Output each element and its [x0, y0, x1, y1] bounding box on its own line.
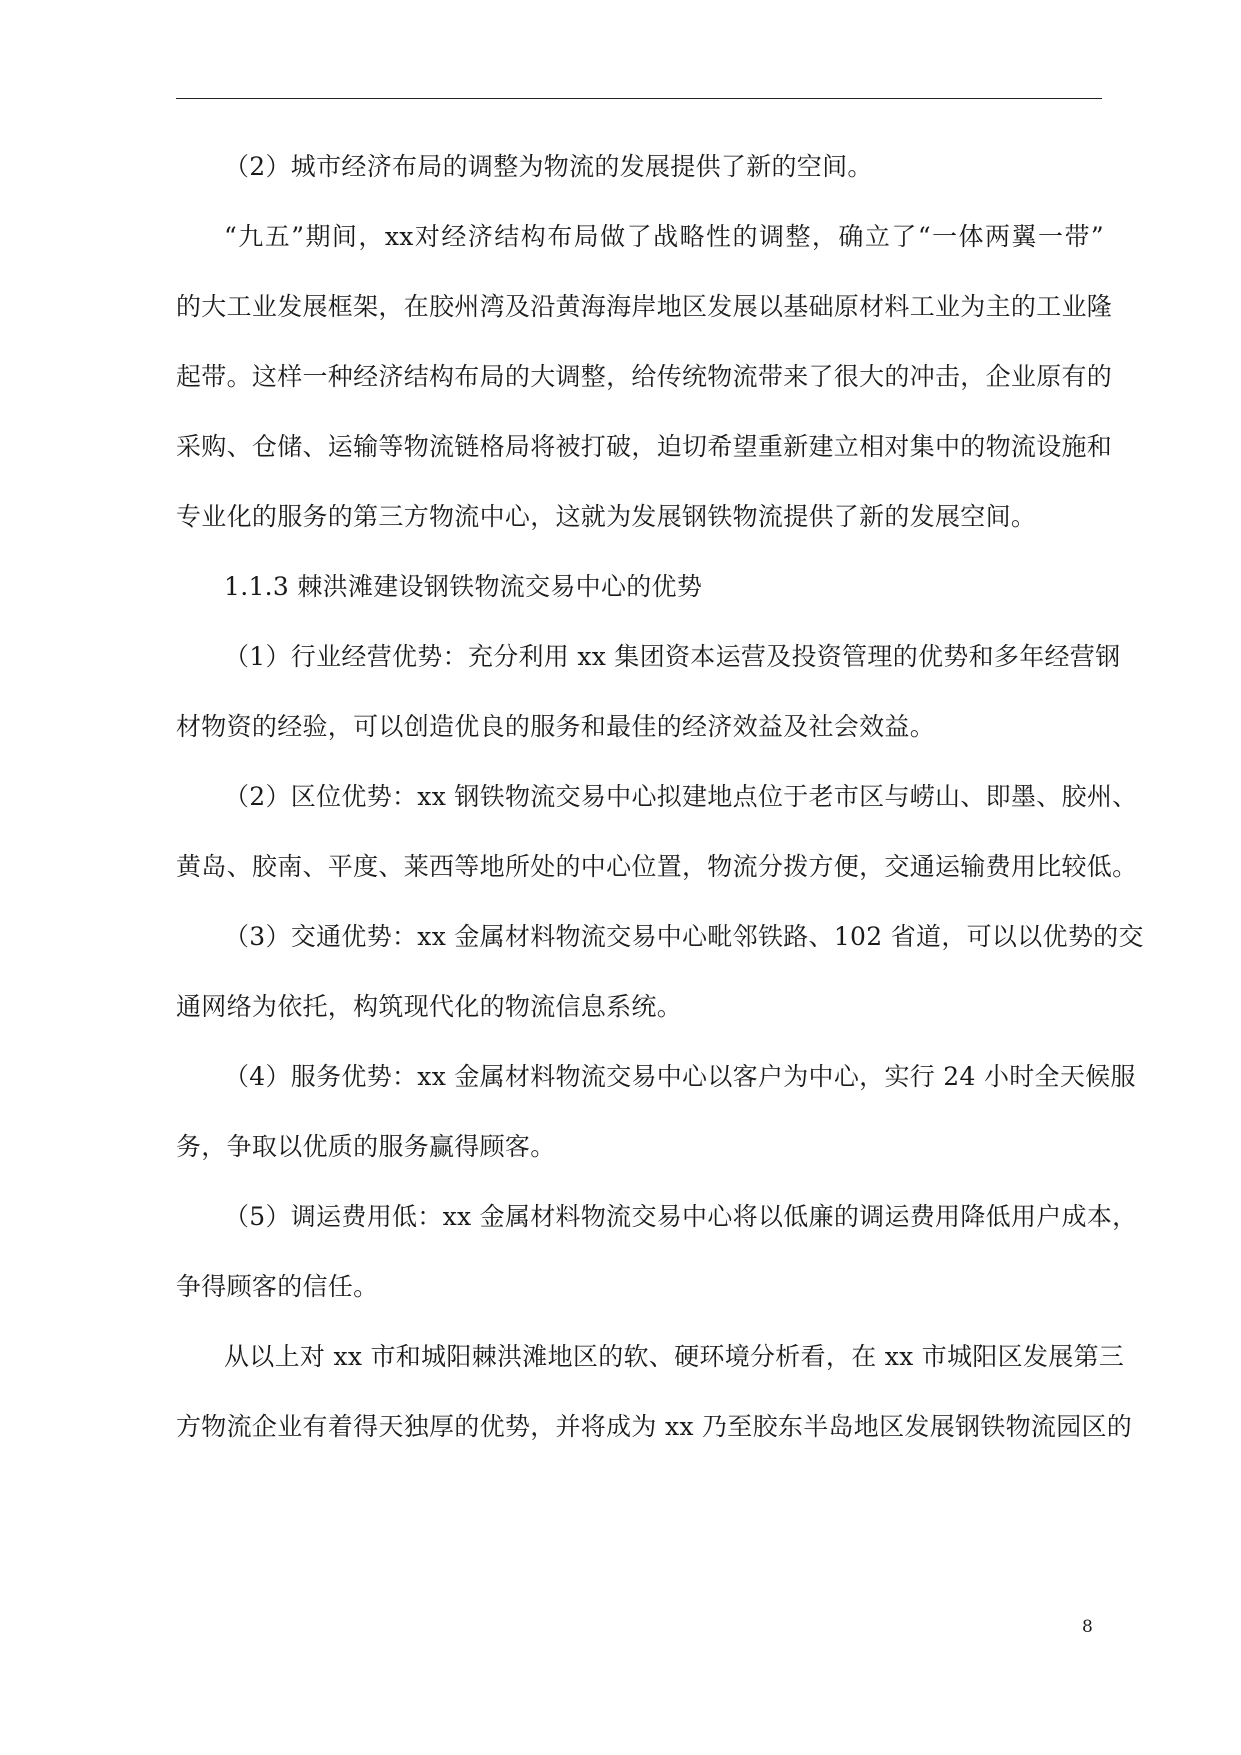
paragraph-line: 起带。这样一种经济结构布局的大调整，给传统物流带来了很大的冲击，企业原有的 — [176, 362, 1113, 391]
paragraph-line: 通网络为依托，构筑现代化的物流信息系统。 — [176, 992, 683, 1021]
paragraph-line: “九五”期间，xx对经济结构布局做了战略性的调整，确立了“一体两翼一带” — [224, 222, 1104, 251]
paragraph-line: 务，争取以优质的服务赢得顾客。 — [176, 1132, 556, 1161]
paragraph-line: 材物资的经验，可以创造优良的服务和最佳的经济效益及社会效益。 — [176, 712, 936, 741]
page-number: 8 — [1082, 1617, 1093, 1637]
subheading-urban-layout: （2）城市经济布局的调整为物流的发展提供了新的空间。 — [224, 152, 873, 181]
paragraph-line: （3）交通优势：xx 金属材料物流交易中心毗邻铁路、102 省道，可以以优势的交 — [224, 922, 1144, 951]
paragraph-line: （4）服务优势：xx 金属材料物流交易中心以客户为中心，实行 24 小时全天候服 — [224, 1062, 1136, 1091]
paragraph-line: （5）调运费用低：xx 金属材料物流交易中心将以低廉的调运费用降低用户成本， — [224, 1202, 1138, 1231]
paragraph-line: 专业化的服务的第三方物流中心，这就为发展钢铁物流提供了新的发展空间。 — [176, 502, 1037, 531]
paragraph-line: （1）行业经营优势：充分利用 xx 集团资本运营及投资管理的优势和多年经营钢 — [224, 642, 1121, 671]
paragraph-line: 的大工业发展框架，在胶州湾及沿黄海海岸地区发展以基础原材料工业为主的工业隆 — [176, 292, 1113, 321]
header-rule — [176, 98, 1102, 99]
paragraph-line: 黄岛、胶南、平度、莱西等地所处的中心位置，物流分拨方便，交通运输费用比较低。 — [176, 852, 1138, 881]
paragraph-line: 采购、仓储、运输等物流链格局将被打破，迫切希望重新建立相对集中的物流设施和 — [176, 432, 1113, 461]
section-heading: 1.1.3 棘洪滩建设钢铁物流交易中心的优势 — [224, 572, 703, 601]
paragraph-line: 从以上对 xx 市和城阳棘洪滩地区的软、硬环境分析看，在 xx 市城阳区发展第三 — [224, 1342, 1125, 1371]
paragraph-line: （2）区位优势：xx 钢铁物流交易中心拟建地点位于老市区与崂山、即墨、胶州、 — [224, 782, 1138, 811]
paragraph-line: 争得顾客的信任。 — [176, 1272, 379, 1301]
paragraph-line: 方物流企业有着得天独厚的优势，并将成为 xx 乃至胶东半岛地区发展钢铁物流园区的 — [176, 1412, 1133, 1441]
